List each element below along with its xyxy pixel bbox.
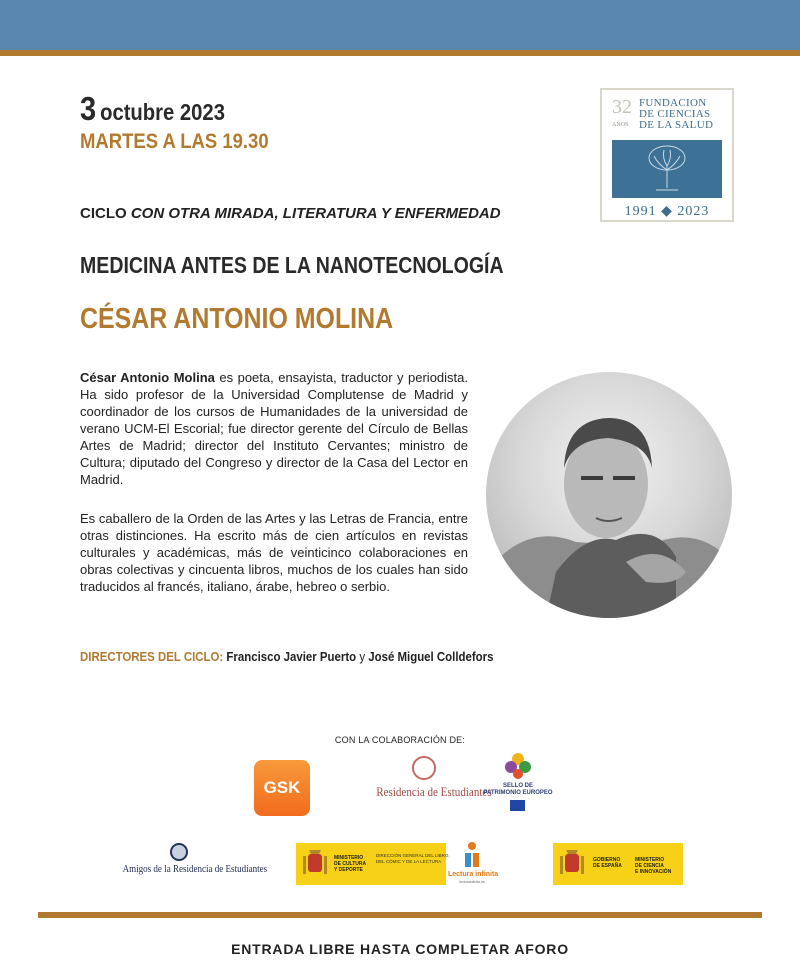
gsk-logo: GSK	[254, 760, 310, 816]
cycle-prefix: CICLO	[80, 205, 127, 222]
gobierno-text-line: GOBIERNO	[593, 857, 621, 863]
bottom-divider	[38, 912, 762, 918]
ministerio-text-line: MINISTERIO	[334, 855, 364, 861]
speaker-name: CÉSAR ANTONIO MOLINA	[80, 303, 394, 335]
event-date	[80, 90, 225, 128]
cycle-line	[80, 205, 501, 222]
bio-paragraph-2: Es caballero de la Orden de las Artes y las Letras de Francia, entre otras distinciones. Ha escrito más de cien artículos en revistas culturales y académicas, más de veinticinco colaboraciones en obras colectivas y cincuenta libros, muchos de los cuales han sido traducidos al francés, italiano, árabe, hebreo o serbio.	[80, 511, 468, 594]
lectura-infinita-url: lecturainfinita.es	[459, 880, 485, 884]
entry-notice: ENTRADA LIBRE HASTA COMPLETAR AFORO	[231, 941, 569, 957]
logo-name-line: DE LA SALUD	[639, 119, 714, 131]
gobierno-text	[593, 857, 622, 869]
ministerio-text-line: E INNOVACIÓN	[635, 869, 672, 875]
sello-text-line: PATRIMONIO EUROPEO	[483, 790, 553, 796]
directors-label: DIRECTORES DEL CICLO:	[80, 649, 224, 664]
top-banner	[0, 0, 800, 50]
petals-icon	[504, 752, 532, 780]
direccion-text-line: DIRECCIÓN GENERAL DEL LIBRO,	[376, 853, 450, 858]
tree-emblem	[612, 140, 722, 198]
sello-patrimonio-logo	[480, 752, 556, 812]
coat-of-arms-icon	[302, 848, 328, 880]
book-icon	[462, 841, 482, 869]
eu-flag-icon	[510, 800, 525, 811]
residencia-text: Residencia de Estudiantes	[376, 784, 492, 799]
directors-separator: y	[359, 649, 366, 664]
bio-paragraph-1	[80, 369, 468, 488]
ministerio-text-line: DE CIENCIA	[635, 863, 664, 869]
amigos-text: Amigos de la Residencia de Estudiantes	[122, 863, 268, 875]
event-time: MARTES A LAS 19.30	[80, 130, 269, 153]
logo-name-line: FUNDACION	[639, 97, 707, 109]
direccion-libro-text	[376, 853, 456, 864]
ministerio-cultura-text	[334, 855, 366, 873]
residencia-emblem-icon	[412, 756, 436, 780]
coat-of-arms-icon	[559, 848, 585, 880]
lectura-infinita-text: Lectura infinita	[448, 871, 499, 878]
logo-anniversary-number: 32	[612, 96, 632, 118]
ministerio-text-line: MINISTERIO	[635, 857, 665, 863]
gobierno-text-line: DE ESPAÑA	[593, 863, 622, 869]
speaker-portrait	[486, 372, 732, 618]
ministerio-cultura-logo	[296, 843, 446, 885]
collaboration-heading: CON LA COLABORACIÓN DE:	[334, 735, 466, 745]
lectura-infinita-logo	[448, 841, 499, 887]
bio-name: César Antonio Molina	[80, 370, 215, 385]
talk-title: MEDICINA ANTES DE LA NANOTECNOLOGÍA	[80, 252, 504, 278]
director-name: José Miguel Colldefors	[368, 649, 494, 664]
amigos-logo	[110, 843, 268, 883]
ministerio-ciencia-logo	[553, 843, 683, 885]
residencia-logo	[368, 756, 492, 806]
director-name: Francisco Javier Puerto	[226, 649, 357, 664]
fundacion-logo	[600, 88, 734, 222]
direccion-text-line: DEL CÓMIC Y DE LA LECTURA	[376, 858, 442, 864]
sello-text	[480, 783, 556, 797]
date-day: 3	[80, 90, 97, 127]
sello-text-line: SELLO DE	[502, 783, 533, 789]
logo-name	[639, 98, 731, 131]
ministerio-ciencia-text	[635, 857, 671, 875]
directors-line	[80, 649, 493, 664]
date-month-year: octubre 2023	[100, 99, 225, 125]
cycle-title: CON OTRA MIRADA, LITERATURA Y ENFERMEDAD	[130, 205, 501, 222]
logo-years: 1991 ◆ 2023	[624, 204, 710, 219]
logo-name-line: DE CIENCIAS	[639, 108, 711, 120]
ministerio-text-line: DE CULTURA	[334, 861, 367, 867]
bio-text: es poeta, ensayista, traductor y periodista. Ha sido profesor de la Universidad Complutense de Madrid y coordinador de los cursos de Humanidades de la universidad de verano UCM-El Escorial; fue director gerente del Círculo de Bellas Artes de Madrid; director del Instituto Cervantes; ministro de Cultura; diputado del Congreso y director de la Casa del Lector en Madrid.	[80, 370, 468, 487]
ministerio-text-line: Y DEPORTE	[334, 867, 363, 873]
amigos-emblem-icon	[170, 843, 188, 861]
top-divider	[0, 50, 800, 56]
logo-anniversary-word: AÑOS	[612, 122, 629, 128]
